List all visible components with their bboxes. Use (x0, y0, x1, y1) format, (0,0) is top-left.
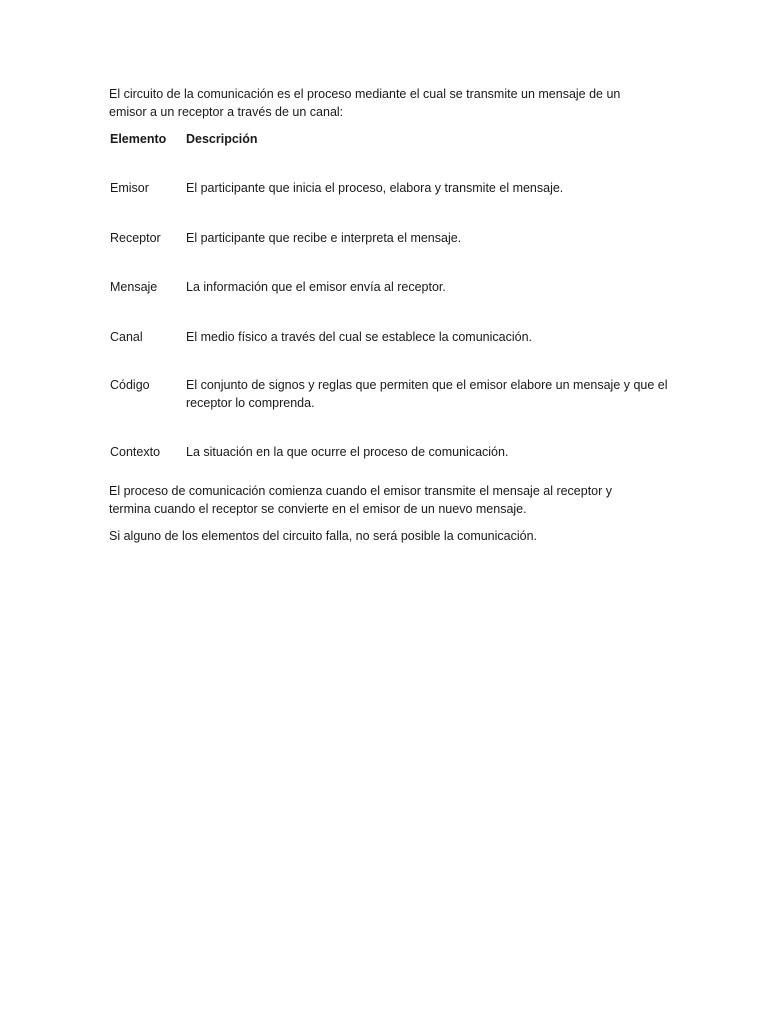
header-description: Descripción (186, 132, 258, 146)
row-element: Canal (110, 330, 143, 344)
row-description: El conjunto de signos y reglas que permiten que el emisor elabore un mensaje y que el receptor lo comprenda. (186, 378, 668, 410)
row-description: El participante que inicia el proceso, elabora y transmite el mensaje. (186, 181, 564, 195)
row-element: Receptor (110, 231, 161, 245)
row-description: El participante que recibe e interpreta el mensaje. (186, 231, 462, 245)
row-description: La información que el emisor envía al receptor. (186, 280, 446, 294)
row-description: La situación en la que ocurre el proceso de comunicación. (186, 445, 509, 459)
closing-paragraph-2: Si alguno de los elementos del circuito falla, no será posible la comunicación. (109, 529, 538, 543)
row-element: Emisor (110, 181, 149, 195)
header-element: Elemento (110, 132, 167, 146)
row-element: Mensaje (110, 280, 158, 294)
row-element: Contexto (110, 445, 161, 459)
row-element: Código (110, 378, 150, 392)
closing-paragraph-1: El proceso de comunicación comienza cuando el emisor transmite el mensaje al receptor y termina cuando el receptor se convierte en el emisor de un nuevo mensaje. (109, 484, 613, 516)
row-description: El medio físico a través del cual se establece la comunicación. (186, 330, 533, 344)
intro-paragraph: El circuito de la comunicación es el proceso mediante el cual se transmite un mensaje de un emisor a un receptor a través de un canal: (109, 87, 621, 119)
